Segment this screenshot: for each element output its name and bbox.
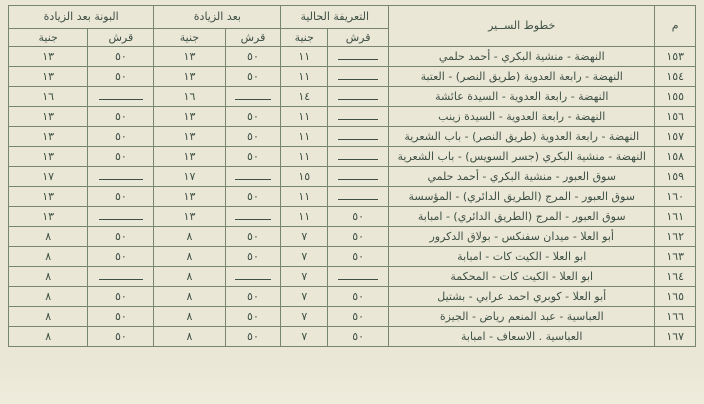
row-number: ١٦٦ [655,307,696,327]
route-name: النهضة - رابعة العدوية - السيدة زينب [389,107,655,127]
table-row [9,187,696,207]
empty-value-dash [338,153,378,160]
current-pounds: ١١ [281,67,328,87]
pass-piasters: ٥٠ [88,187,154,207]
subheader-pass-piasters: قرش [88,29,154,47]
table-row [9,47,696,67]
current-piasters: ٥٠ [328,247,389,267]
pass-pounds: ١٧ [9,167,88,187]
empty-value-dash [338,113,378,120]
after-piasters: ٥٠ [225,307,281,327]
current-pounds: ١١ [281,187,328,207]
table-row [9,227,696,247]
table-row [9,87,696,107]
row-number: ١٦١ [655,207,696,227]
after-pounds: ٨ [154,227,225,247]
pass-pounds: ١٦ [9,87,88,107]
after-pounds: ٨ [154,287,225,307]
after-pounds: ٨ [154,327,225,347]
table-row [9,207,696,227]
route-name: النهضة - رابعة العدوية - السيدة عائشة [389,87,655,107]
after-piasters: ٥٠ [225,287,281,307]
row-number: ١٥٥ [655,87,696,107]
after-piasters [225,207,281,227]
current-pounds: ١٤ [281,87,328,107]
row-number: ١٦٠ [655,187,696,207]
route-name: النهضة - رابعة العدوية (طريق النصر) - باب الشعرية [389,127,655,147]
route-name: ابو العلا - الكيت كات - امبابة [389,247,655,267]
empty-value-dash [235,273,272,280]
route-name: سوق العبور - المرج (الطريق الدائري) - المؤسسة [389,187,655,207]
current-piasters [328,167,389,187]
row-number: ١٥٩ [655,167,696,187]
subheader-current-pounds: جنية [281,29,328,47]
row-number: ١٥٤ [655,67,696,87]
row-number: ١٥٦ [655,107,696,127]
pass-pounds: ١٣ [9,67,88,87]
current-pounds: ٧ [281,247,328,267]
current-piasters: ٥٠ [328,227,389,247]
empty-value-dash [99,173,143,180]
pass-pounds: ٨ [9,267,88,287]
pass-pounds: ٨ [9,327,88,347]
current-piasters [328,67,389,87]
table-row [9,327,696,347]
current-piasters: ٥٠ [328,207,389,227]
current-piasters [328,187,389,207]
pass-pounds: ٨ [9,227,88,247]
pass-piasters: ٥٠ [88,107,154,127]
table-row [9,307,696,327]
pass-piasters: ٥٠ [88,67,154,87]
row-number: ١٥٨ [655,147,696,167]
subheader-after-piasters: قرش [225,29,281,47]
route-name: العباسية - عبد المنعم رياض - الجيزة [389,307,655,327]
table-row [9,167,696,187]
row-number: ١٥٧ [655,127,696,147]
table-row [9,267,696,287]
after-pounds: ١٣ [154,207,225,227]
empty-value-dash [99,273,143,280]
after-pounds: ٨ [154,267,225,287]
pass-piasters: ٥٠ [88,127,154,147]
current-pounds: ٧ [281,267,328,287]
after-piasters: ٥٠ [225,227,281,247]
route-name: النهضة - رابعة العدوية (طريق النصر) - العتبة [389,67,655,87]
table-row [9,287,696,307]
empty-value-dash [338,53,378,60]
after-piasters: ٥٠ [225,67,281,87]
route-name: سوق العبور - منشية البكري - أحمد حلمي [389,167,655,187]
after-piasters: ٥٠ [225,127,281,147]
current-piasters: ٥٠ [328,307,389,327]
pass-piasters: ٥٠ [88,227,154,247]
subheader-current-piasters: قرش [328,29,389,47]
empty-value-dash [338,193,378,200]
route-name: أبو العلا - كوبري احمد عرابي - بشتيل [389,287,655,307]
header-group-current-tariff: التعريفة الحالية [281,6,389,29]
after-pounds: ١٣ [154,147,225,167]
empty-value-dash [338,273,378,280]
row-number: ١٦٥ [655,287,696,307]
pass-pounds: ٨ [9,287,88,307]
route-name: النهضة - منشية البكري (جسر السويس) - باب الشعرية [389,147,655,167]
pass-piasters: ٥٠ [88,307,154,327]
pass-pounds: ٨ [9,247,88,267]
current-pounds: ٧ [281,307,328,327]
header-group-pass-after-increase: البونة بعد الزيادة [9,6,154,29]
current-pounds: ١١ [281,127,328,147]
after-pounds: ٨ [154,307,225,327]
pass-pounds: ١٣ [9,207,88,227]
pass-piasters: ٥٠ [88,47,154,67]
table-header [9,6,696,47]
current-piasters [328,107,389,127]
table-body [9,47,696,347]
row-number: ١٦٤ [655,267,696,287]
after-pounds: ١٣ [154,127,225,147]
after-piasters: ٥٠ [225,327,281,347]
current-piasters: ٥٠ [328,287,389,307]
pass-piasters: ٥٠ [88,247,154,267]
current-pounds: ٧ [281,287,328,307]
current-piasters [328,87,389,107]
after-pounds: ١٣ [154,187,225,207]
current-pounds: ١٥ [281,167,328,187]
pass-pounds: ١٣ [9,107,88,127]
pass-pounds: ١٣ [9,147,88,167]
empty-value-dash [99,213,143,220]
empty-value-dash [338,73,378,80]
pass-piasters: ٥٠ [88,147,154,167]
pass-piasters [88,267,154,287]
empty-value-dash [235,213,272,220]
table-row [9,147,696,167]
after-pounds: ١٣ [154,67,225,87]
current-pounds: ١١ [281,107,328,127]
empty-value-dash [338,133,378,140]
pass-pounds: ١٣ [9,187,88,207]
current-piasters [328,147,389,167]
header-group-after-increase: بعد الزيادة [154,6,281,29]
pass-pounds: ١٣ [9,127,88,147]
after-pounds: ١٣ [154,107,225,127]
after-pounds: ٨ [154,247,225,267]
header-routes: خطوط الســير [389,6,655,47]
after-piasters: ٥٠ [225,187,281,207]
current-pounds: ٧ [281,227,328,247]
pass-piasters: ٥٠ [88,327,154,347]
current-pounds: ١١ [281,147,328,167]
table-row [9,67,696,87]
table-row [9,247,696,267]
pass-pounds: ٨ [9,307,88,327]
current-piasters [328,47,389,67]
after-piasters [225,87,281,107]
after-piasters: ٥٠ [225,107,281,127]
after-piasters [225,167,281,187]
row-number: ١٦٢ [655,227,696,247]
after-piasters: ٥٠ [225,147,281,167]
empty-value-dash [338,93,378,100]
pass-piasters [88,167,154,187]
current-piasters [328,127,389,147]
pass-pounds: ١٣ [9,47,88,67]
after-pounds: ١٣ [154,47,225,67]
table-row [9,127,696,147]
after-pounds: ١٦ [154,87,225,107]
tariff-table [8,5,696,347]
row-number: ١٥٣ [655,47,696,67]
after-piasters: ٥٠ [225,47,281,67]
current-pounds: ١١ [281,47,328,67]
route-name: سوق العبور - المرج (الطريق الدائري) - امبابة [389,207,655,227]
pass-piasters [88,207,154,227]
subheader-pass-pounds: جنية [9,29,88,47]
current-pounds: ١١ [281,207,328,227]
current-pounds: ٧ [281,327,328,347]
table-row [9,107,696,127]
current-piasters: ٥٠ [328,327,389,347]
empty-value-dash [235,173,272,180]
route-name: ابو العلا - الكيت كات - المحكمة [389,267,655,287]
row-number: ١٦٧ [655,327,696,347]
empty-value-dash [235,93,272,100]
pass-piasters [88,87,154,107]
empty-value-dash [338,173,378,180]
route-name: العباسية . الاسعاف - امبابة [389,327,655,347]
after-pounds: ١٧ [154,167,225,187]
pass-piasters: ٥٠ [88,287,154,307]
subheader-after-pounds: جنية [154,29,225,47]
header-number: م [655,6,696,47]
empty-value-dash [99,93,143,100]
current-piasters [328,267,389,287]
row-number: ١٦٣ [655,247,696,267]
route-name: النهضة - منشية البكري - أحمد حلمي [389,47,655,67]
after-piasters: ٥٠ [225,247,281,267]
route-name: أبو العلا - ميدان سفنكس - بولاق الدكرور [389,227,655,247]
after-piasters [225,267,281,287]
